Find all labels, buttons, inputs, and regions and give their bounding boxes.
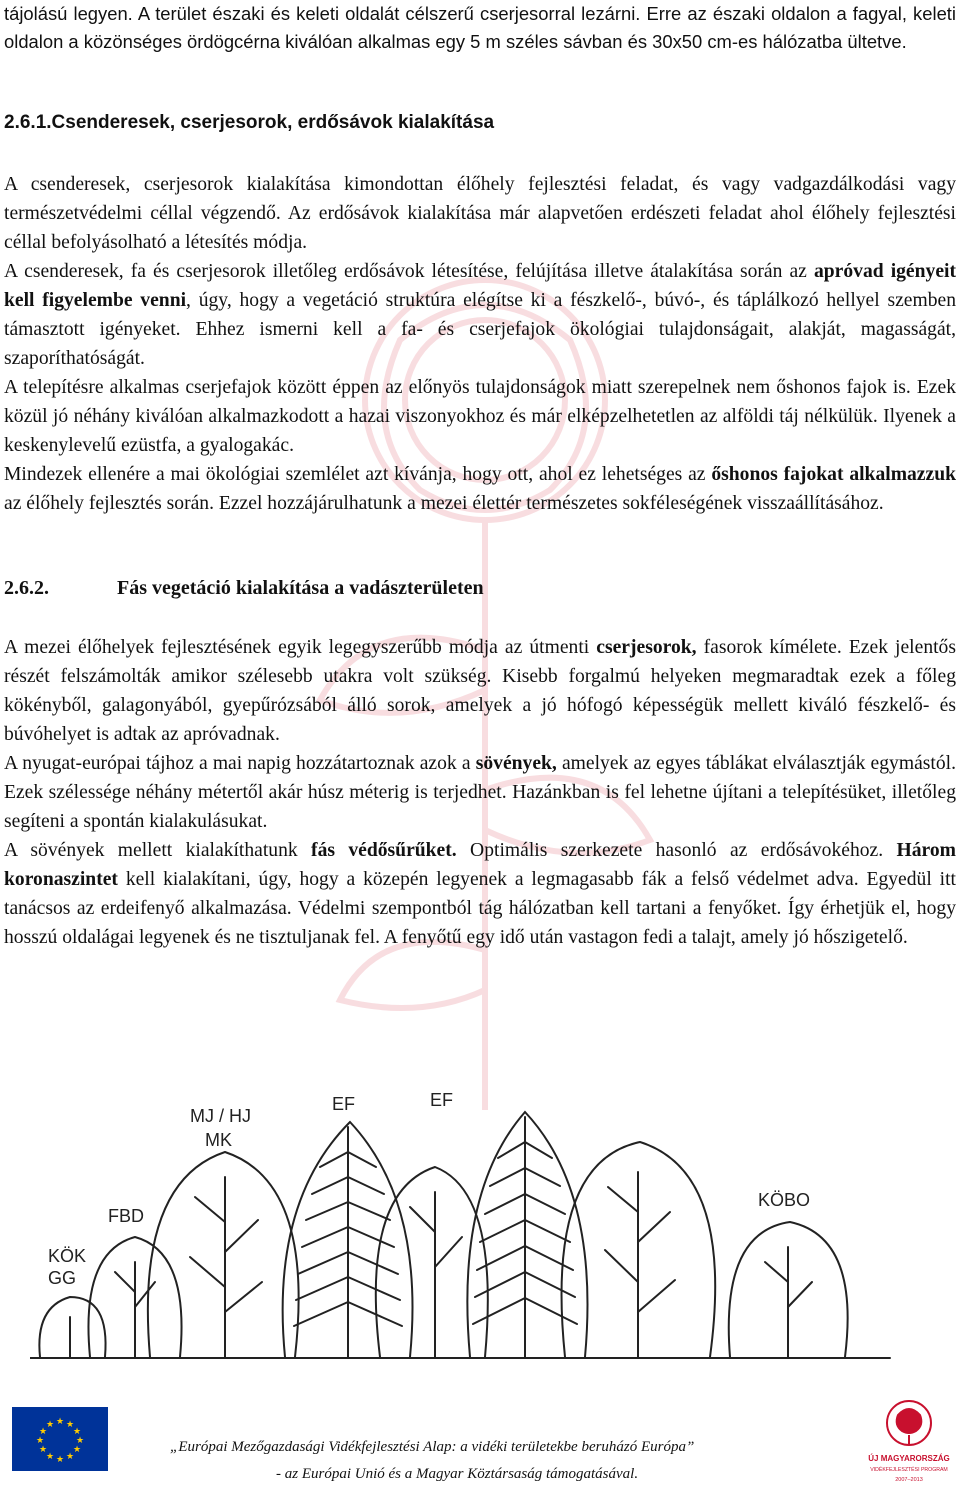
svg-text:★: ★ xyxy=(72,1427,82,1437)
label-mk: MK xyxy=(205,1130,232,1150)
s1-p2-text-a: A csenderesek, fa és cserjesorok illetőleg erdősávok létesítése, felújítása illetve átalakítása során az xyxy=(4,261,814,282)
section-1-paragraph-3 xyxy=(4,373,956,460)
label-kobo: KÖBO xyxy=(758,1190,811,1210)
logo-subtitle: VIDÉKFEJLESZTÉSI PROGRAM xyxy=(870,1467,948,1473)
svg-text:★: ★ xyxy=(65,1452,75,1462)
label-ef-1: EF xyxy=(332,1094,356,1114)
s1-p4-text-c: az élőhely fejlesztés során. Ezzel hozzájárulhatunk a mezei élettér természetes sokféleségének visszaállításához. xyxy=(4,493,884,514)
s1-p2-bold: apróvad igényeit kell figyelembe venni xyxy=(4,261,956,311)
s2-p1-bold: cserjesorok, xyxy=(596,637,697,658)
svg-text:★: ★ xyxy=(65,1420,75,1430)
section-1-paragraph-2 xyxy=(4,257,956,373)
uj-magyarorszag-logo xyxy=(868,1395,950,1487)
page-footer xyxy=(0,1395,960,1493)
s1-p1-text: A csenderesek, cserjesorok kialakítása kimondottan élőhely fejlesztési feladat, és vagy vadgazdálkodási vagy természetvédelmi céllal végzendő. Az erdősávok kialakítása már alapvetően erdészeti feladat ahol élőhely fejlesztési céllal befolyásolható a létesítés módja. xyxy=(4,174,956,253)
s2-p3-bold-2: Három koronaszintet xyxy=(4,840,956,890)
logo-title: ÚJ MAGYARORSZÁG xyxy=(868,1454,950,1463)
svg-text:★: ★ xyxy=(55,1455,65,1465)
section-2-title: Fás vegetáció kialakítása a vadászterületen xyxy=(117,577,484,599)
svg-text:★: ★ xyxy=(35,1436,45,1446)
s2-p2-text-c: amelyek az egyes táblákat elválasztják egymástól. Ezek szélessége néhány métertől akár húsz méterig is terjedhet. Hazánkban is fel lehetne újítani a telepítésüket, illetőleg segíteni a spontán kialakulásukat. xyxy=(4,753,956,832)
hedge-profile-figure xyxy=(30,1082,960,1362)
logo-years: 2007–2013 xyxy=(895,1477,923,1483)
section-2-heading xyxy=(4,577,484,600)
svg-text:★: ★ xyxy=(55,1417,65,1427)
intro-text: tájolású legyen. A terület északi és keleti oldalát célszerű cserjesorral lezárni. Erre az északi oldalon a fagyal, keleti oldalon a közönséges ördögcérna kiválóan alkalmas egy 5 m széles sávban és 30x50 cm-es hálózatba ültetve. xyxy=(4,3,956,52)
s2-p3-text-c: Optimális szerkezete hasonló az erdősávokéhoz. xyxy=(456,840,897,861)
s1-p2-text-c: , úgy, hogy a vegetáció struktúra elégítse ki a fészkelő-, búvó-, és táplálkozó hellyel szemben támasztott igényeket. Ehhez ismerni kell a fa- és cserjefajok ökológiai tulajdonságait, alakját, magasságát, szaporíthatóságát. xyxy=(4,290,957,369)
svg-text:★: ★ xyxy=(45,1420,55,1430)
svg-text:★: ★ xyxy=(75,1436,85,1446)
section-2-number: 2.6.2. xyxy=(4,577,49,599)
s2-p1-text-a: A mezei élőhelyek fejlesztésének egyik legegyszerűbb módja az útmenti xyxy=(4,637,597,658)
s2-p3-text-a: A sövények mellett kialakíthatunk xyxy=(4,840,312,861)
s2-p1-text-c: fasorok kímélete. Ezek jelentős részét felszámolták amikor szélesebb utakra volt szükség. Kisebb forgalmú helyeken megmaradtak ezek a főleg kökényből, galagonyából, gyepűrózsából álló sorok, amelyek a jó hófogó képességük mellett kiváló fészkelő- és búvóhelyet is adtak az apróvadnak. xyxy=(4,637,956,745)
svg-text:★: ★ xyxy=(38,1427,48,1437)
section-2-paragraph-1 xyxy=(4,633,956,749)
label-fbd: FBD xyxy=(108,1206,144,1226)
svg-text:★: ★ xyxy=(72,1445,82,1455)
s2-p3-bold-1: fás védősűrűket. xyxy=(311,840,457,861)
section-1-body xyxy=(4,170,956,518)
s1-p3-text: A telepítésre alkalmas cserjefajok között éppen az előnyös tulajdonságok miatt szerepelnek nem őshonos fajok is. Ezek közül jó néhány kiválóan alkalmazkodott a hazai viszonyokhoz és már elképzelhetetlen az alföldi táj nélkülük. Ilyenek a keskenylevelű ezüstfa, a gyalogakác. xyxy=(4,377,956,456)
intro-paragraph xyxy=(4,0,956,56)
section-2-body xyxy=(4,633,956,952)
section-2-paragraph-2 xyxy=(4,749,956,836)
svg-text:★: ★ xyxy=(45,1452,55,1462)
label-mjhj: MJ / HJ xyxy=(190,1106,251,1126)
tree-middle xyxy=(376,1167,488,1357)
section-1-heading: 2.6.1.Csenderesek, cserjesorok, erdősávok kialakítása xyxy=(4,112,495,133)
footer-fund-line: „Európai Mezőgazdasági Vidékfejlesztési Alap: a vidéki területekbe beruházó Európa” xyxy=(170,1439,695,1455)
s2-p2-bold: sövények, xyxy=(475,753,557,774)
section-1-paragraph-1 xyxy=(4,170,956,257)
section-2-paragraph-3 xyxy=(4,836,956,952)
section-1-paragraph-4 xyxy=(4,460,956,518)
svg-text:★: ★ xyxy=(38,1445,48,1455)
label-kok: KÖK xyxy=(48,1246,87,1266)
shrub-kok xyxy=(39,1297,105,1357)
footer-support-line: - az Európai Unió és a Magyar Köztársaság támogatásával. xyxy=(276,1466,639,1482)
s1-p4-text-a: Mindezek ellenére a mai ökológiai szemlélet azt kívánja, hogy ott, ahol ez lehetséges az xyxy=(4,464,712,485)
s2-p3-text-e: kell kialakítani, úgy, hogy a közepén legyenek a legmagasabb fák a felső védelmet adva. Egyedül itt tanácsos az erdeifenyő alkalmazása. Védelmi szempontból tág hálózatban kell tartani a fenyőket. Így érhetjük el, hogy hosszú oldalágai legyenek és ne tisztuljanak fel. A fenyőtű egy idő után vastagon fedi a talajt, amely jó hőszigetelő. xyxy=(4,869,956,948)
eu-flag-icon xyxy=(12,1407,108,1471)
s2-p2-text-a: A nyugat-európai tájhoz a mai napig hozzátartoznak azok a xyxy=(4,753,476,774)
tree-mk xyxy=(148,1152,299,1357)
label-gg: GG xyxy=(48,1268,77,1288)
s1-p4-bold: őshonos fajokat alkalmazzuk xyxy=(711,464,956,485)
label-ef-2: EF xyxy=(430,1090,454,1110)
